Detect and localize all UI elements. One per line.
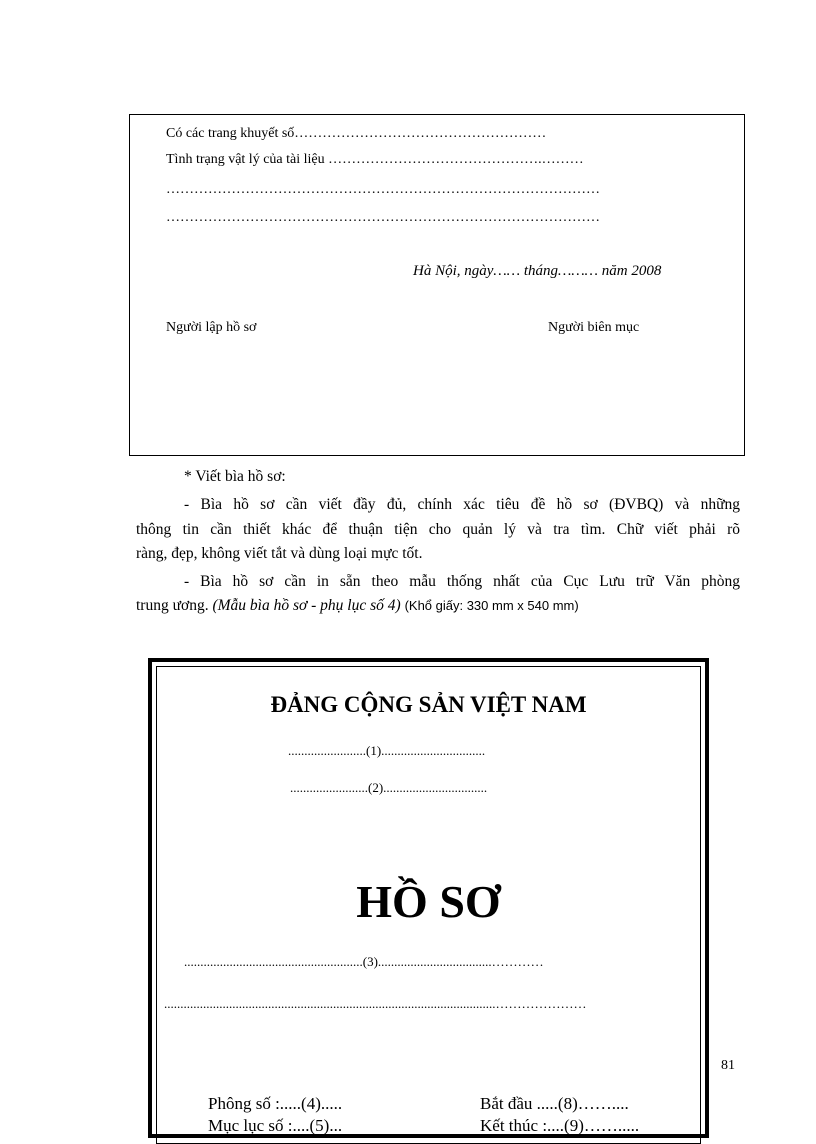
missing-pages-line: Có các trang khuyết số……………………………………………… <box>166 126 547 141</box>
paper-size-note: (Khổ giấy: 330 mm x 540 mm) <box>404 598 579 613</box>
creator-signature-label: Người lập hồ sơ <box>166 320 257 335</box>
party-name: ĐẢNG CỘNG SẢN VIỆT NAM <box>270 692 587 717</box>
start-date: Bắt đầu .....(8)…….... <box>480 1094 629 1113</box>
end-date: Kết thúc :....(9)……..... <box>480 1116 640 1135</box>
para1-line3: ràng, đẹp, không viết tắt và dùng loại mực tốt. <box>136 545 423 562</box>
cover-template <box>148 658 709 1138</box>
catalog-number: Mục lục số :....(5)... <box>208 1116 343 1135</box>
cover-field-2: ........................(2)................................ <box>290 780 488 795</box>
para2-line1: - Bìa hồ sơ cần in sẵn theo mẫu thống nhất của Cục Lưu trữ Văn phòng <box>184 573 740 590</box>
dotted-line-2: ………………………………………………………………………………… <box>166 210 600 225</box>
para2-line2 <box>136 598 740 614</box>
record-form-box <box>129 114 745 456</box>
cover-dotted-line: ......................................................................................................………………… <box>164 996 587 1011</box>
cover-field-3: .......................................................(3)...................................………… <box>184 954 544 969</box>
instructions-heading: * Viết bìa hồ sơ: <box>184 468 286 485</box>
appendix-reference: (Mẫu bìa hồ sơ - phụ lục số 4) <box>212 597 401 614</box>
cover-field-1: ........................(1)................................ <box>288 743 486 758</box>
cataloger-signature-label: Người biên mục <box>548 320 640 335</box>
para1-line1: - Bìa hồ sơ cần viết đầy đủ, chính xác tiêu đề hồ sơ (ĐVBQ) và những <box>184 496 740 513</box>
physical-state-line: Tình trạng vật lý của tài liệu ……………………………………….……… <box>166 152 584 167</box>
para1-line2: thông tin cần thiết khác để thuận tiện cho quản lý và tra tìm. Chữ viết phải rõ <box>136 521 740 538</box>
cover-title: HỒ SƠ <box>356 876 501 927</box>
para2-plain-text: trung ương. <box>136 597 209 614</box>
dotted-line-1: ………………………………………………………………………………… <box>166 182 600 197</box>
date-line: Hà Nội, ngày…… tháng……… năm 2008 <box>413 263 662 279</box>
cover-inner-border <box>156 666 701 1144</box>
fonds-number: Phông số :.....(4)..... <box>208 1094 343 1113</box>
page-number: 81 <box>721 1058 735 1073</box>
